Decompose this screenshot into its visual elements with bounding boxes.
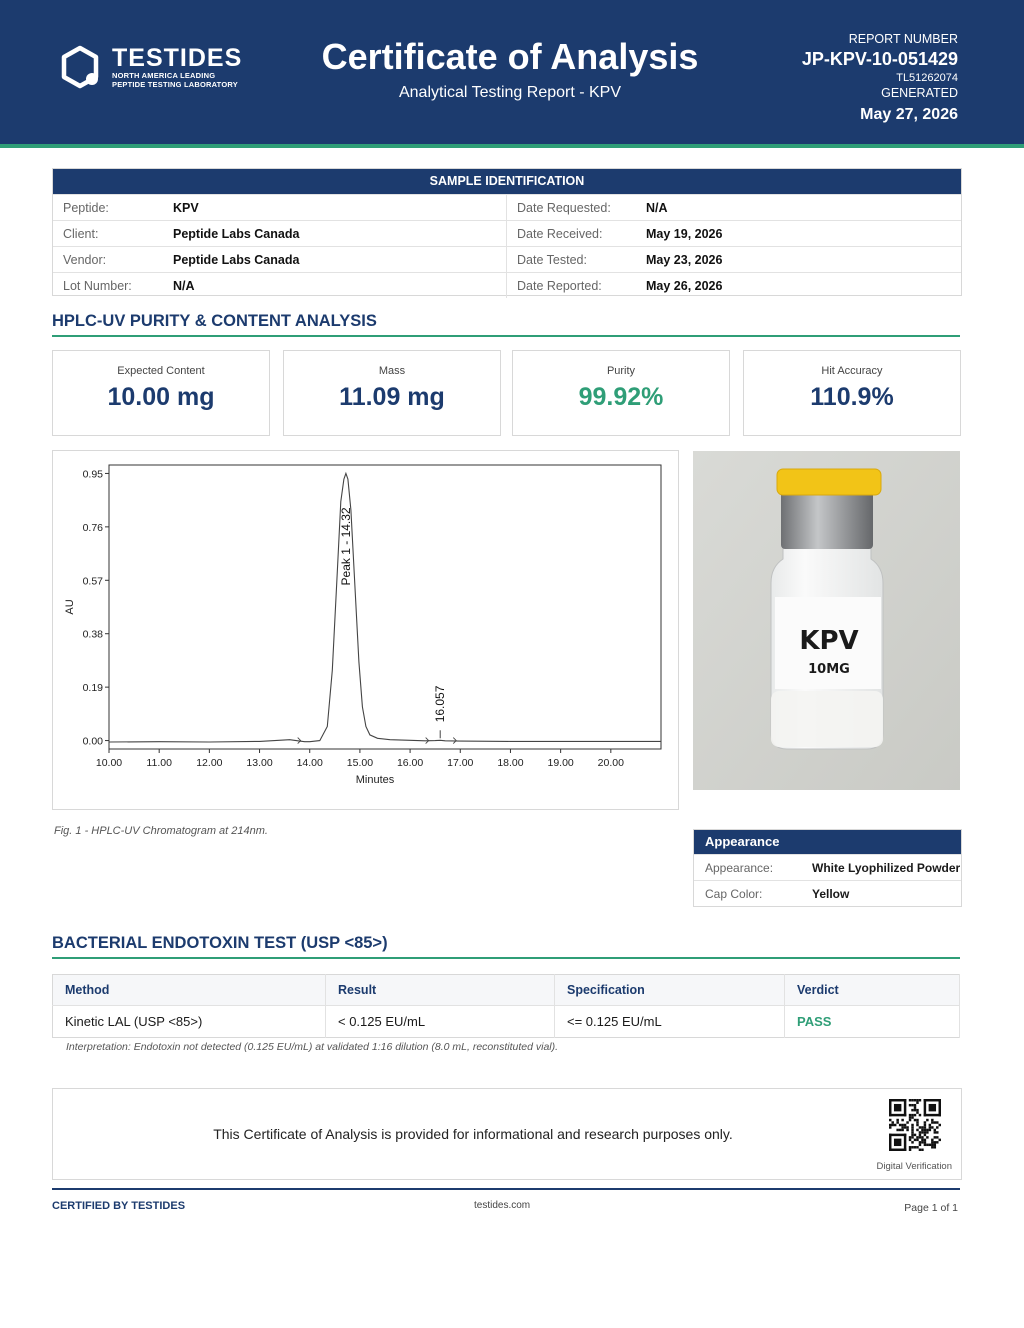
qr-module [911, 1109, 913, 1111]
qr-module [889, 1099, 891, 1116]
qr-module [931, 1141, 933, 1143]
field-label: Date Received: [517, 226, 603, 241]
field-label: Appearance: [705, 860, 774, 875]
qr-module [904, 1134, 906, 1151]
qr-module [919, 1099, 921, 1101]
qr-label: Digital Verification [876, 1161, 952, 1172]
qr-module [914, 1104, 916, 1106]
qr-module [896, 1121, 898, 1123]
qr-module [894, 1124, 896, 1126]
qr-module [916, 1136, 918, 1138]
qr-module [924, 1131, 926, 1133]
qr-module [914, 1109, 916, 1111]
x-tick-label: 13.00 [246, 757, 273, 769]
sample-row-lot-number [53, 272, 507, 298]
qr-module [906, 1121, 908, 1123]
qr-module [931, 1119, 933, 1121]
sample-row-client [53, 220, 507, 246]
qr-module [921, 1139, 923, 1141]
qr-module [934, 1146, 936, 1148]
qr-module [924, 1134, 926, 1136]
qr-module [929, 1104, 936, 1111]
report-number-label: REPORT NUMBER [848, 32, 958, 46]
peak-annotation: Peak 1 - 14.32 [338, 507, 353, 586]
plot-frame [109, 465, 661, 749]
field-value: May 26, 2026 [646, 278, 723, 293]
qr-module [889, 1099, 906, 1101]
appearance-row [694, 854, 961, 880]
vial-crimp [781, 491, 873, 549]
brand-tagline-1: NORTH AMERICA LEADING [112, 71, 216, 80]
qr-module [924, 1141, 926, 1143]
qr-module [896, 1129, 898, 1131]
qr-module [921, 1141, 923, 1143]
metric-label: Mass [378, 365, 406, 377]
cell-specification: <= 0.125 EU/mL [555, 1006, 785, 1038]
qr-module [916, 1101, 918, 1103]
qr-module [901, 1119, 903, 1121]
qr-module [889, 1124, 891, 1126]
hexagon-logo-icon [60, 45, 100, 89]
qr-module [894, 1139, 901, 1146]
qr-module [904, 1099, 906, 1116]
qr-module [929, 1124, 931, 1126]
qr-module [904, 1124, 906, 1126]
qr-module [939, 1099, 941, 1116]
qr-module [911, 1114, 913, 1116]
qr-module [911, 1099, 913, 1101]
qr-module [889, 1134, 906, 1136]
qr-module [909, 1149, 911, 1151]
qr-code-icon[interactable] [889, 1099, 941, 1151]
column-header-method: Method [53, 975, 326, 1006]
qr-module [934, 1121, 936, 1123]
qr-module [931, 1126, 933, 1128]
qr-module [911, 1131, 913, 1133]
qr-module [916, 1119, 918, 1121]
qr-module [919, 1114, 921, 1116]
x-tick-label: 12.00 [196, 757, 223, 769]
field-value: N/A [173, 278, 195, 293]
field-value: Yellow [812, 886, 850, 901]
field-label: Vendor: [63, 252, 107, 267]
metric-value: 10.00 mg [107, 383, 215, 411]
qr-module [916, 1139, 918, 1141]
sample-row-date-tested [507, 246, 961, 272]
x-tick-label: 16.00 [396, 757, 424, 769]
hplc-section-title: HPLC-UV PURITY & CONTENT ANALYSIS [52, 312, 960, 337]
qr-module [911, 1129, 913, 1131]
x-tick-label: 17.00 [447, 757, 474, 769]
qr-module [916, 1111, 918, 1113]
field-value: May 19, 2026 [646, 226, 723, 241]
qr-module [924, 1144, 926, 1146]
qr-module [911, 1116, 913, 1118]
certified-by: CERTIFIED BY TESTIDES [52, 1200, 186, 1212]
cell-verdict: PASS [785, 1006, 960, 1038]
qr-module [931, 1146, 933, 1148]
qr-module [931, 1144, 933, 1146]
metric-value: 110.9% [810, 383, 894, 411]
qr-module [914, 1119, 916, 1121]
qr-module [909, 1146, 911, 1148]
qr-module [919, 1141, 921, 1143]
field-label: Cap Color: [705, 886, 763, 901]
y-tick-label: 0.00 [82, 735, 103, 748]
metric-label: Purity [606, 365, 636, 377]
qr-module [924, 1099, 941, 1101]
chromatogram-chart [53, 451, 678, 809]
header [0, 0, 1024, 148]
chromatogram-panel [52, 450, 679, 810]
y-tick-label: 0.76 [82, 521, 103, 534]
qr-module [889, 1134, 891, 1151]
x-tick-label: 15.00 [346, 757, 374, 769]
qr-module [934, 1144, 936, 1146]
metric-expected-content [52, 350, 270, 436]
qr-module [889, 1126, 891, 1128]
qr-module [909, 1114, 911, 1116]
qr-module [889, 1119, 891, 1121]
qr-module [934, 1131, 936, 1133]
qr-module [909, 1119, 911, 1121]
sample-row-vendor [53, 246, 507, 272]
qr-module [929, 1129, 931, 1131]
qr-module [916, 1109, 918, 1111]
qr-module [934, 1129, 936, 1131]
field-value: N/A [646, 200, 668, 215]
x-tick-label: 11.00 [146, 757, 172, 769]
qr-module [921, 1136, 923, 1138]
y-axis-label: AU [64, 599, 76, 615]
qr-module [911, 1124, 913, 1126]
metric-value: 11.09 mg [339, 383, 445, 411]
product-vial-photo [693, 451, 960, 790]
qr-module [916, 1099, 918, 1101]
qr-module [921, 1149, 923, 1151]
qr-module [926, 1119, 928, 1121]
table-row [53, 1006, 960, 1038]
qr-module [909, 1104, 911, 1106]
qr-module [924, 1124, 926, 1126]
appearance-title: Appearance [694, 830, 961, 854]
qr-module [924, 1121, 926, 1123]
qr-module [906, 1126, 908, 1128]
endotoxin-interpretation: Interpretation: Endotoxin not detected (0.125 EU/mL) at validated 1:16 dilution (8.0 mL, reconstituted vial). [66, 1041, 559, 1053]
qr-module [916, 1124, 918, 1126]
field-value: May 23, 2026 [646, 252, 723, 267]
qr-module [914, 1134, 916, 1136]
qr-module [909, 1099, 911, 1101]
qr-module [939, 1139, 941, 1141]
qr-module [911, 1104, 913, 1106]
qr-module [936, 1141, 938, 1143]
qr-module [909, 1116, 911, 1118]
qr-module [936, 1131, 938, 1133]
qr-module [921, 1129, 923, 1131]
table-header-row [53, 975, 960, 1006]
y-tick-label: 0.57 [82, 575, 103, 588]
y-tick-label: 0.19 [82, 682, 103, 695]
qr-module [911, 1141, 913, 1143]
qr-module [899, 1124, 901, 1126]
sample-identification-title: SAMPLE IDENTIFICATION [53, 169, 961, 194]
qr-module [926, 1136, 928, 1138]
qr-module [891, 1121, 893, 1123]
qr-module [914, 1114, 916, 1116]
field-value: White Lyophilized Powder [812, 860, 961, 875]
disclaimer-text: This Certificate of Analysis is provided for informational and research purposes only. [213, 1126, 733, 1142]
qr-module [924, 1129, 926, 1131]
qr-module [931, 1121, 933, 1123]
qr-module [916, 1146, 918, 1148]
qr-module [934, 1136, 936, 1138]
x-tick-label: 20.00 [597, 757, 624, 769]
qr-module [889, 1114, 906, 1116]
qr-module [926, 1144, 928, 1146]
qr-module [919, 1126, 921, 1128]
qr-module [911, 1146, 913, 1148]
generated-date: May 27, 2026 [860, 106, 958, 123]
report-code: TL51262074 [896, 72, 958, 84]
appearance-table [693, 829, 962, 907]
sample-identification-table [52, 168, 962, 296]
page-subtitle: Analytical Testing Report - KPV [398, 84, 622, 101]
vial-cap [777, 469, 881, 495]
qr-module [909, 1136, 911, 1138]
metric-value: 99.92% [578, 383, 664, 411]
vial-image [693, 451, 960, 790]
column-header-result: Result [326, 975, 555, 1006]
qr-module [924, 1114, 941, 1116]
field-label: Lot Number: [63, 278, 132, 293]
qr-module [936, 1121, 938, 1123]
qr-module [909, 1139, 911, 1141]
qr-module [911, 1134, 913, 1136]
field-value: Peptide Labs Canada [173, 226, 300, 241]
y-tick-label: 0.38 [82, 628, 103, 641]
qr-module [931, 1139, 933, 1141]
qr-module [919, 1144, 921, 1146]
metric-hit-accuracy [743, 350, 961, 436]
brand-name: TESTIDES [112, 44, 243, 72]
report-number: JP-KPV-10-051429 [801, 49, 958, 69]
qr-module [929, 1126, 931, 1128]
qr-module [914, 1099, 916, 1101]
brand-logo [60, 45, 242, 89]
x-tick-label: 10.00 [95, 757, 123, 769]
metric-label: Expected Content [117, 365, 205, 377]
qr-module [889, 1149, 906, 1151]
qr-module [919, 1131, 921, 1133]
qr-module [939, 1124, 941, 1126]
x-axis-label: Minutes [355, 774, 395, 786]
qr-module [916, 1129, 918, 1131]
vial-powder [771, 691, 883, 747]
qr-module [906, 1129, 908, 1131]
field-value: KPV [173, 200, 199, 215]
sample-row-date-received [507, 220, 961, 246]
x-tick-label: 14.00 [296, 757, 323, 769]
qr-module [921, 1131, 923, 1133]
field-label: Client: [63, 226, 99, 241]
sample-row-peptide [53, 194, 507, 220]
y-tick-label: 0.95 [82, 468, 103, 481]
qr-module [934, 1141, 936, 1143]
vial-label-dose: 10MG [808, 662, 850, 677]
brand-tagline-2: PEPTIDE TESTING LABORATORY [112, 80, 238, 89]
qr-module [896, 1119, 898, 1121]
qr-module [904, 1126, 906, 1128]
qr-module [919, 1136, 921, 1138]
qr-module [894, 1104, 901, 1111]
title-block [300, 36, 720, 102]
generated-label: GENERATED [881, 86, 958, 100]
field-label: Peptide: [63, 200, 109, 215]
figure-caption: Fig. 1 - HPLC-UV Chromatogram at 214nm. [54, 825, 268, 837]
disclaimer-box [52, 1088, 962, 1180]
sample-row-date-reported [507, 272, 961, 298]
qr-module [891, 1124, 893, 1126]
qr-module [914, 1146, 916, 1148]
page-number: Page 1 of 1 [904, 1202, 958, 1214]
vial-label-name: KPV [799, 626, 859, 656]
qr-module [901, 1124, 903, 1126]
qr-module [919, 1134, 921, 1136]
x-tick-label: 19.00 [547, 757, 574, 769]
qr-module [914, 1139, 916, 1141]
qr-module [919, 1149, 921, 1151]
page-title: Certificate of Analysis [321, 36, 699, 77]
x-tick-label: 18.00 [497, 757, 524, 769]
qr-module [924, 1099, 926, 1116]
metric-mass [283, 350, 501, 436]
sample-row-date-requested [507, 194, 961, 220]
field-label: Date Tested: [517, 252, 587, 267]
qr-module [901, 1126, 903, 1128]
column-header-specification: Specification [555, 975, 785, 1006]
field-label: Date Reported: [517, 278, 602, 293]
qr-module [924, 1139, 926, 1141]
qr-module [911, 1136, 913, 1138]
cell-result: < 0.125 EU/mL [326, 1006, 555, 1038]
website-link[interactable]: testides.com [474, 1200, 531, 1211]
column-header-verdict: Verdict [785, 975, 960, 1006]
qr-module [936, 1136, 938, 1138]
endotoxin-section-title: BACTERIAL ENDOTOXIN TEST (USP <85>) [52, 934, 960, 959]
cell-method: Kinetic LAL (USP <85>) [53, 1006, 326, 1038]
qr-module [914, 1106, 916, 1108]
metric-label: Hit Accuracy [821, 365, 883, 377]
qr-module [926, 1131, 928, 1133]
qr-module [926, 1129, 928, 1131]
qr-module [911, 1126, 913, 1128]
field-value: Peptide Labs Canada [173, 252, 300, 267]
qr-module [924, 1126, 926, 1128]
peak-annotation: 16.057 [433, 685, 448, 723]
cap-color-row [694, 880, 961, 906]
endotoxin-table [52, 974, 960, 1038]
qr-module [921, 1126, 923, 1128]
metric-purity [512, 350, 730, 436]
report-info [802, 31, 958, 127]
field-label: Date Requested: [517, 200, 611, 215]
qr-module [929, 1144, 931, 1146]
qr-module [901, 1129, 903, 1131]
qr-module [936, 1126, 938, 1128]
chromatogram-trace [109, 473, 661, 742]
qr-module [899, 1129, 901, 1131]
qr-module [916, 1121, 918, 1123]
footer-divider [52, 1188, 960, 1190]
